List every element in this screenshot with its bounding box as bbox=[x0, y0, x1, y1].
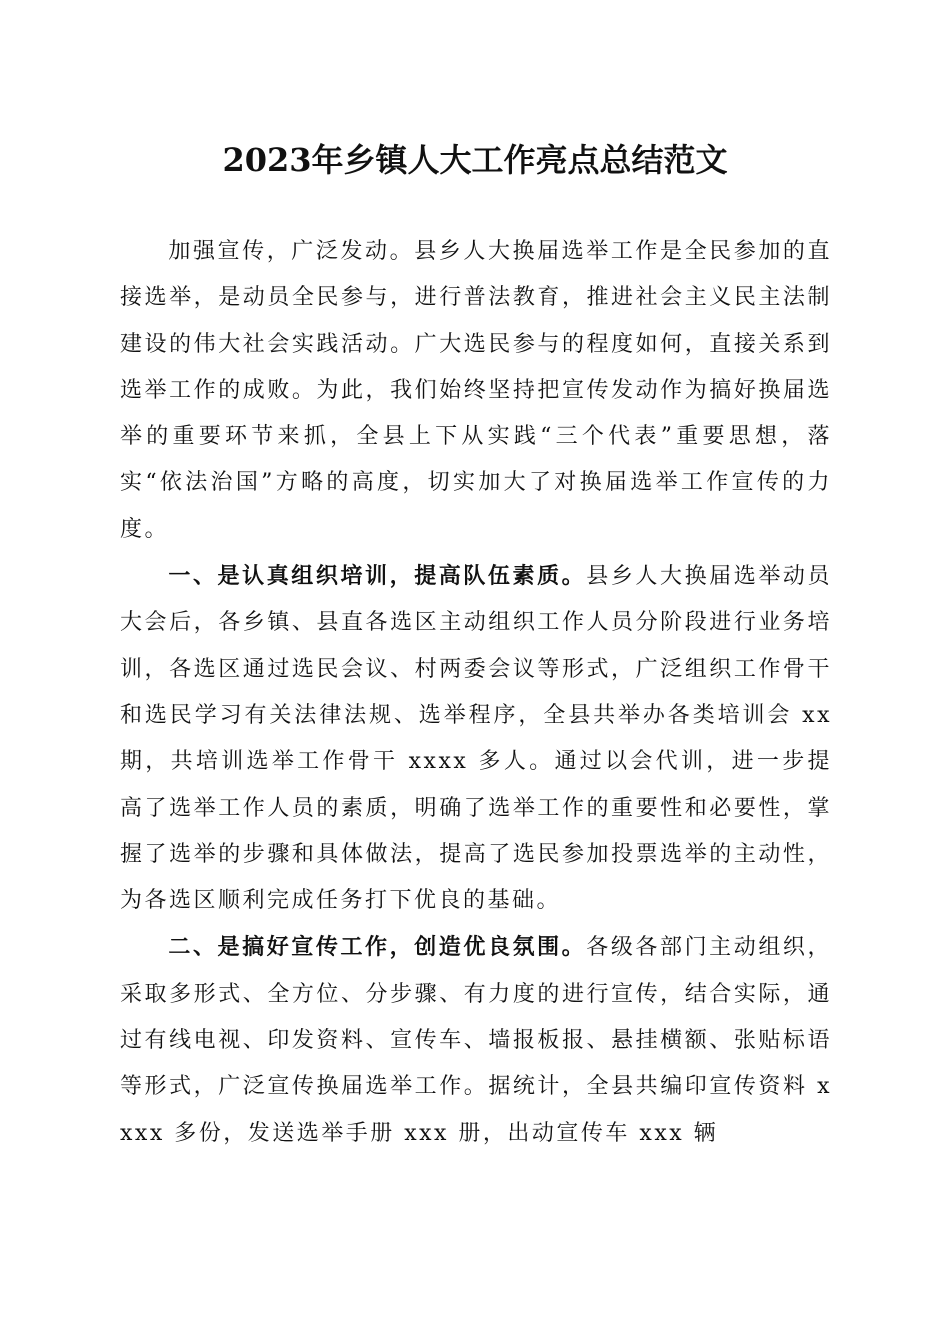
paragraph-training bbox=[120, 553, 832, 924]
paragraph-text: 县乡人大换届选举动员大会后，各乡镇、县直各选区主动组织工作人员分阶段进行业务培训，各选区通过选民会议、村两委会议等形式，广泛组织工作骨干和选民学习有关法律法规、选举程序，全县共举办各类培训会 xx 期，共培训选举工作骨干 xxxx 多人。通过以会代训，进一步提高了选举工作人员的素质，明确了选举工作的重要性和必要性，掌握了选举的步骤和具体做法，提高了选民参加投票选举的主动性，为各选区顺利完成任务打下优良的基础。 bbox=[120, 564, 832, 914]
paragraph-lead: 二、是搞好宣传工作，创造优良氛围。 bbox=[168, 934, 587, 961]
paragraph-text: 加强宣传，广泛发动。县乡人大换届选举工作是全民参加的直接选举，是动员全民参与，进行普法教育，推进社会主义民主法制建设的伟大社会实践活动。广大选民参与的程度如何，直接关系到选举工作的成败。为此，我们始终坚持把宣传发动作为搞好换届选举的重要环节来抓，全县上下从实践“三个代表”重要思想，落实“依法治国”方略的高度，切实加大了对换届选举工作宣传的力度。 bbox=[120, 239, 832, 542]
document-title: 2023年乡镇人大工作亮点总结范文 bbox=[222, 141, 728, 179]
paragraph-intro bbox=[120, 228, 832, 553]
paragraph-publicity bbox=[120, 924, 832, 1156]
paragraph-text: 各级各部门主动组织，采取多形式、全方位、分步骤、有力度的进行宣传，结合实际，通过有线电视、印发资料、宣传车、墙报板报、悬挂横额、张贴标语等形式，广泛宣传换届选举工作。据统计，全县共编印宣传资料 xxxx 多份，发送选举手册 xxx 册，出动宣传车 xxx 辆 bbox=[120, 935, 832, 1146]
paragraph-lead: 一、是认真组织培训，提高队伍素质。 bbox=[168, 563, 587, 590]
document-body bbox=[120, 228, 832, 1157]
